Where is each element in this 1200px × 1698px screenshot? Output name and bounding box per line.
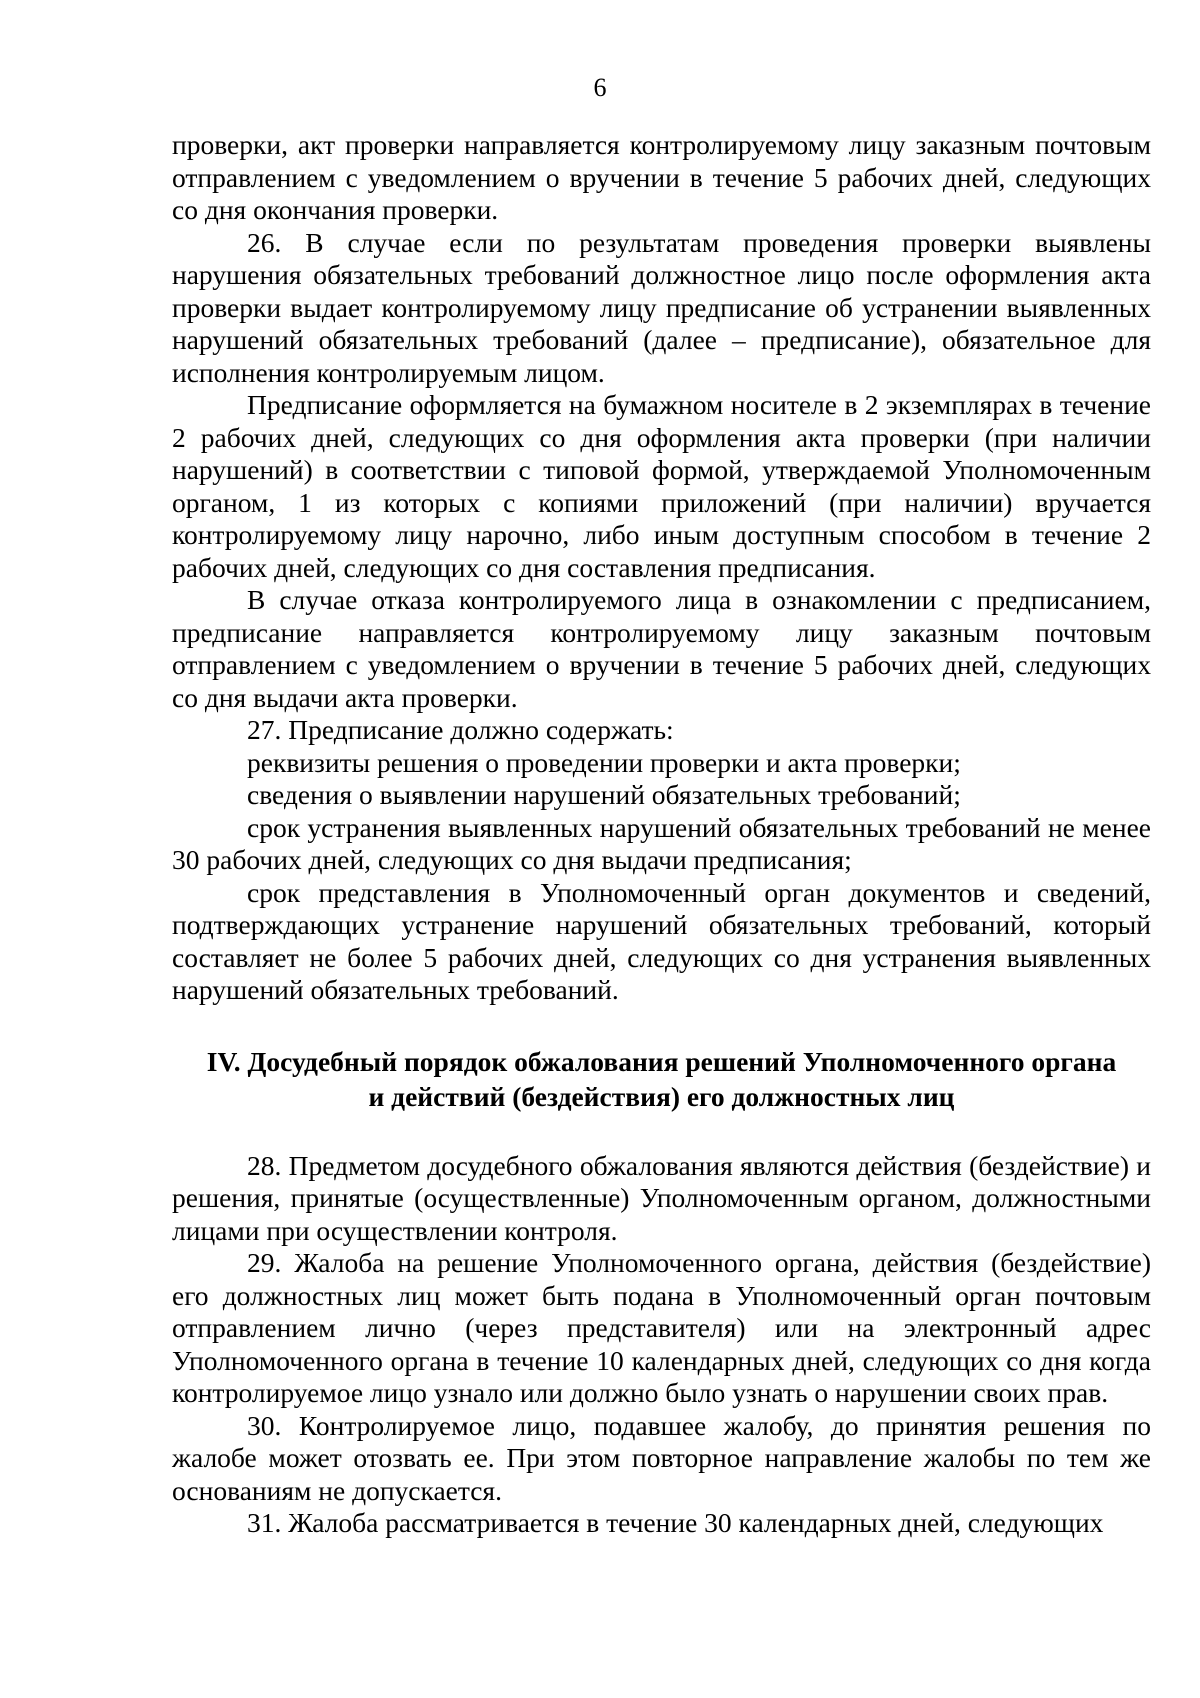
paragraph-item-31: 31. Жалоба рассматривается в течение 30 календарных дней, следующих bbox=[247, 1507, 1104, 1538]
paragraph-item-27: 27. Предписание должно содержать: bbox=[247, 714, 674, 745]
paragraph-prescription-form: Предписание оформляется на бумажном носителе в 2 экземплярах в течение 2 рабочих дней, следующих со дня оформления акта проверки (при наличии нарушений) в соответствии с типовой формой, утверждаемой Уполномоченным органом, 1 из которых с копиями приложений (при наличии) вручается контролируемому лицу нарочно, либо иным доступным способом в течение 2 рабочих дней, следующих со дня составления предписания. bbox=[172, 389, 1151, 583]
paragraph-item-30: 30. Контролируемое лицо, подавшее жалобу, до принятия решения по жалобе может отозвать ее. При этом повторное направление жалобы по тем же основаниям не допускается. bbox=[172, 1409, 1151, 1506]
document-body bbox=[172, 129, 1151, 1540]
list-item-requisites: реквизиты решения о проведении проверки и акта проверки; bbox=[247, 746, 961, 778]
section-heading-line-1: IV. Досудебный порядок обжалования решений Уполномоченного органа bbox=[206, 1045, 1117, 1077]
paragraph-continuation: проверки, акт проверки направляется контролируемому лицу заказным почтовым отправлением с уведомлением о вручении в течение 5 рабочих дней, следующих со дня окончания проверки. bbox=[172, 129, 1151, 225]
paragraph-refusal: В случае отказа контролируемого лица в ознакомлении с предписанием, предписание направляется контролируемому лицу заказным почтовым отправлением с уведомлением о вручении в течение 5 рабочих дней, следующих со дня выдачи акта проверки. bbox=[172, 584, 1151, 713]
section-heading-line-2: и действий (бездействия) его должностных лиц bbox=[368, 1080, 955, 1112]
paragraph-item-29: 29. Жалоба на решение Уполномоченного органа, действия (бездействие) его должностных лиц может быть подана в Уполномоченный орган почтовым отправлением лично (через представителя) или на электронный адрес Уполномоченного органа в течение 10 календарных дней, следующих со дня когда контролируемое лицо узнало или должно было узнать о нарушении своих прав. bbox=[172, 1247, 1151, 1408]
paragraph-item-28: 28. Предметом досудебного обжалования являются действия (бездействие) и решения, принятые (осуществленные) Уполномоченным органом, должностными лицами при осуществлении контроля. bbox=[172, 1149, 1151, 1246]
paragraph-item-26: 26. В случае если по результатам проведения проверки выявлены нарушения обязательных требований должностное лицо после оформления акта проверки выдает контролируемому лицу предписание об устранении выявленных нарушений обязательных требований (далее – предписание), обязательное для исполнения контролируемым лицом. bbox=[172, 226, 1151, 388]
page-number: 6 bbox=[593, 73, 607, 102]
list-item-documents-term: срок представления в Уполномоченный орган документов и сведений, подтверждающих устранение нарушений обязательных требований, который составляет не более 5 рабочих дней, следующих со дня устранения выявленных нарушений обязательных требований. bbox=[172, 876, 1151, 1005]
list-item-violations-info: сведения о выявлении нарушений обязательных требований; bbox=[247, 779, 961, 810]
section-heading bbox=[172, 1044, 1151, 1114]
list-item-elimination-term: срок устранения выявленных нарушений обязательных требований не менее 30 рабочих дней, следующих со дня выдачи предписания; bbox=[172, 811, 1151, 875]
